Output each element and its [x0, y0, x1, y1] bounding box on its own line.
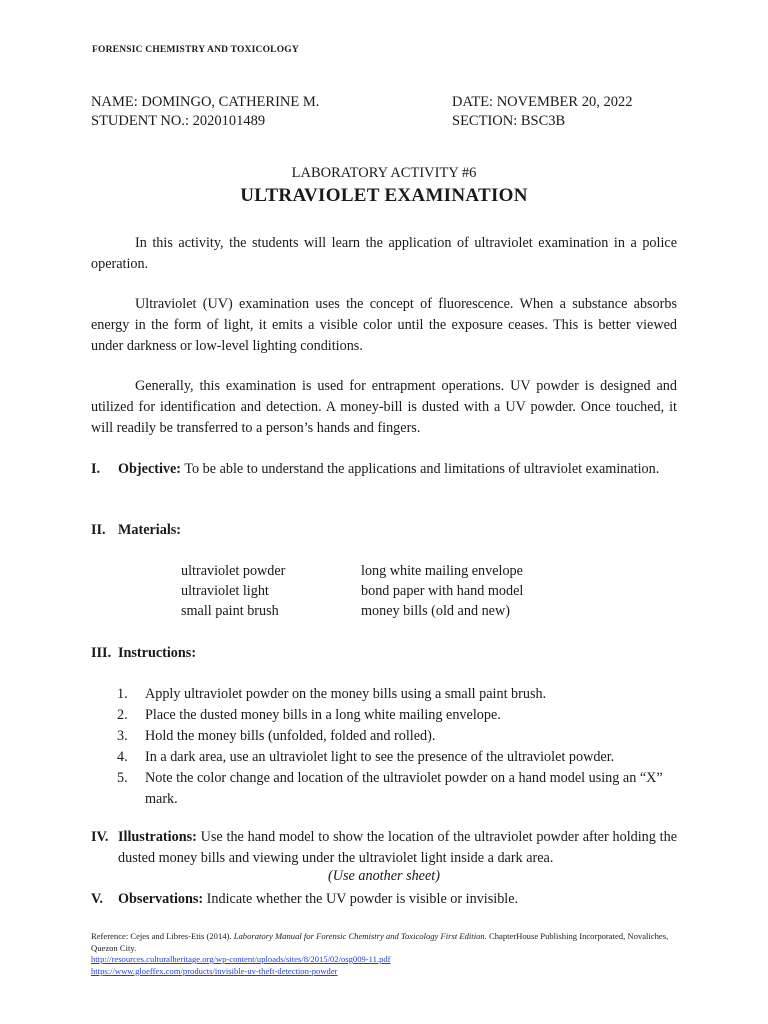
objective-text: To be able to understand the applications and limitations of ultraviolet examination. [181, 461, 660, 477]
step-text: Hold the money bills (unfolded, folded and rolled). [145, 728, 436, 744]
list-item [117, 768, 677, 810]
instruction-steps [117, 684, 677, 810]
step-number: 4. [117, 749, 128, 765]
materials-left-column [181, 561, 285, 621]
instructions-section [91, 643, 677, 664]
objective-section [91, 459, 677, 480]
reference-publisher: ChapterHouse Publishing Incorporated, Novaliches, Quezon City. [91, 931, 669, 953]
use-another-sheet-note: (Use another sheet) [328, 868, 440, 884]
step-text: Note the color change and location of the ultraviolet powder on a hand model using an “X” mark. [145, 770, 663, 807]
objective-label: Objective: [118, 461, 182, 477]
list-item [117, 705, 677, 726]
section-label: SECTION: BSC3B [452, 113, 566, 129]
step-number: 1. [117, 686, 128, 702]
observations-section [91, 889, 677, 910]
student-name: NAME: DOMINGO, CATHERINE M. [91, 94, 320, 110]
entrapment-paragraph: Generally, this examination is used for entrapment operations. UV powder is designed and utilized for identification and detection. A money-bill is dusted with a UV powder. Once touched, it will readily be transferred to a person’s hands and fingers. [91, 378, 677, 436]
step-number: 2. [117, 707, 128, 723]
uv-paragraph: Ultraviolet (UV) examination uses the concept of fluorescence. When a substance absorbs energy in the form of light, it emits a visible color until the exposure ceases. This is better viewed under darkness or low-level lighting conditions. [91, 296, 677, 354]
instructions-label: Instructions: [118, 645, 197, 661]
materials-right-column [361, 561, 523, 621]
reference-block [91, 931, 681, 977]
report-date: DATE: NOVEMBER 20, 2022 [452, 94, 633, 110]
section-number: III. [91, 645, 112, 661]
course-header: FORENSIC CHEMISTRY AND TOXICOLOGY [92, 45, 299, 55]
reference-book-title: Laboratory Manual for Forensic Chemistry and Toxicology First Edition. [231, 931, 487, 941]
illustrations-text: Use the hand model to show the location of the ultraviolet powder after holding the dusted money bills and viewing under the ultraviolet light inside a dark area. [118, 829, 677, 866]
materials-label: Materials: [118, 522, 182, 538]
student-number: STUDENT NO.: 2020101489 [91, 113, 266, 129]
observations-text: Indicate whether the UV powder is visible or invisible. [203, 891, 519, 907]
material-item: ultraviolet light [181, 583, 269, 599]
materials-section [91, 520, 677, 541]
material-item: bond paper with hand model [361, 583, 524, 599]
reference-link-2[interactable]: https://www.gloeffex.com/products/invisible-uv-theft-detection-powder [91, 965, 338, 976]
illustrations-section [91, 827, 677, 869]
step-number: 5. [117, 770, 128, 786]
section-number: II. [91, 522, 106, 538]
reference-link-1[interactable]: http://resources.culturalheritage.org/wp-content/uploads/sites/8/2015/02/osg009-11.pdf [91, 954, 391, 964]
intro-paragraph: In this activity, the students will learn the application of ultraviolet examination in a police operation. [91, 235, 677, 272]
section-number: V. [91, 891, 103, 907]
list-item [117, 726, 677, 747]
step-number: 3. [117, 728, 128, 744]
step-text: In a dark area, use an ultraviolet light to see the presence of the ultraviolet powder. [145, 749, 615, 765]
reference-citation [91, 931, 681, 954]
observations-label: Observations: [118, 891, 204, 907]
illustrations-label: Illustrations: [118, 829, 197, 845]
reference-prefix: Reference: Cejes and Libres-Etis (2014). [91, 931, 232, 941]
activity-number: LABORATORY ACTIVITY #6 [291, 165, 477, 181]
section-number: I. [91, 461, 101, 477]
step-text: Apply ultraviolet powder on the money bills using a small paint brush. [145, 686, 547, 702]
material-item: long white mailing envelope [361, 563, 523, 579]
list-item [117, 747, 677, 768]
step-text: Place the dusted money bills in a long white mailing envelope. [145, 707, 501, 723]
page-title: ULTRAVIOLET EXAMINATION [240, 185, 528, 206]
list-item [117, 684, 677, 705]
section-number: IV. [91, 829, 109, 845]
material-item: money bills (old and new) [361, 603, 510, 619]
material-item: small paint brush [181, 603, 279, 619]
material-item: ultraviolet powder [181, 563, 286, 579]
